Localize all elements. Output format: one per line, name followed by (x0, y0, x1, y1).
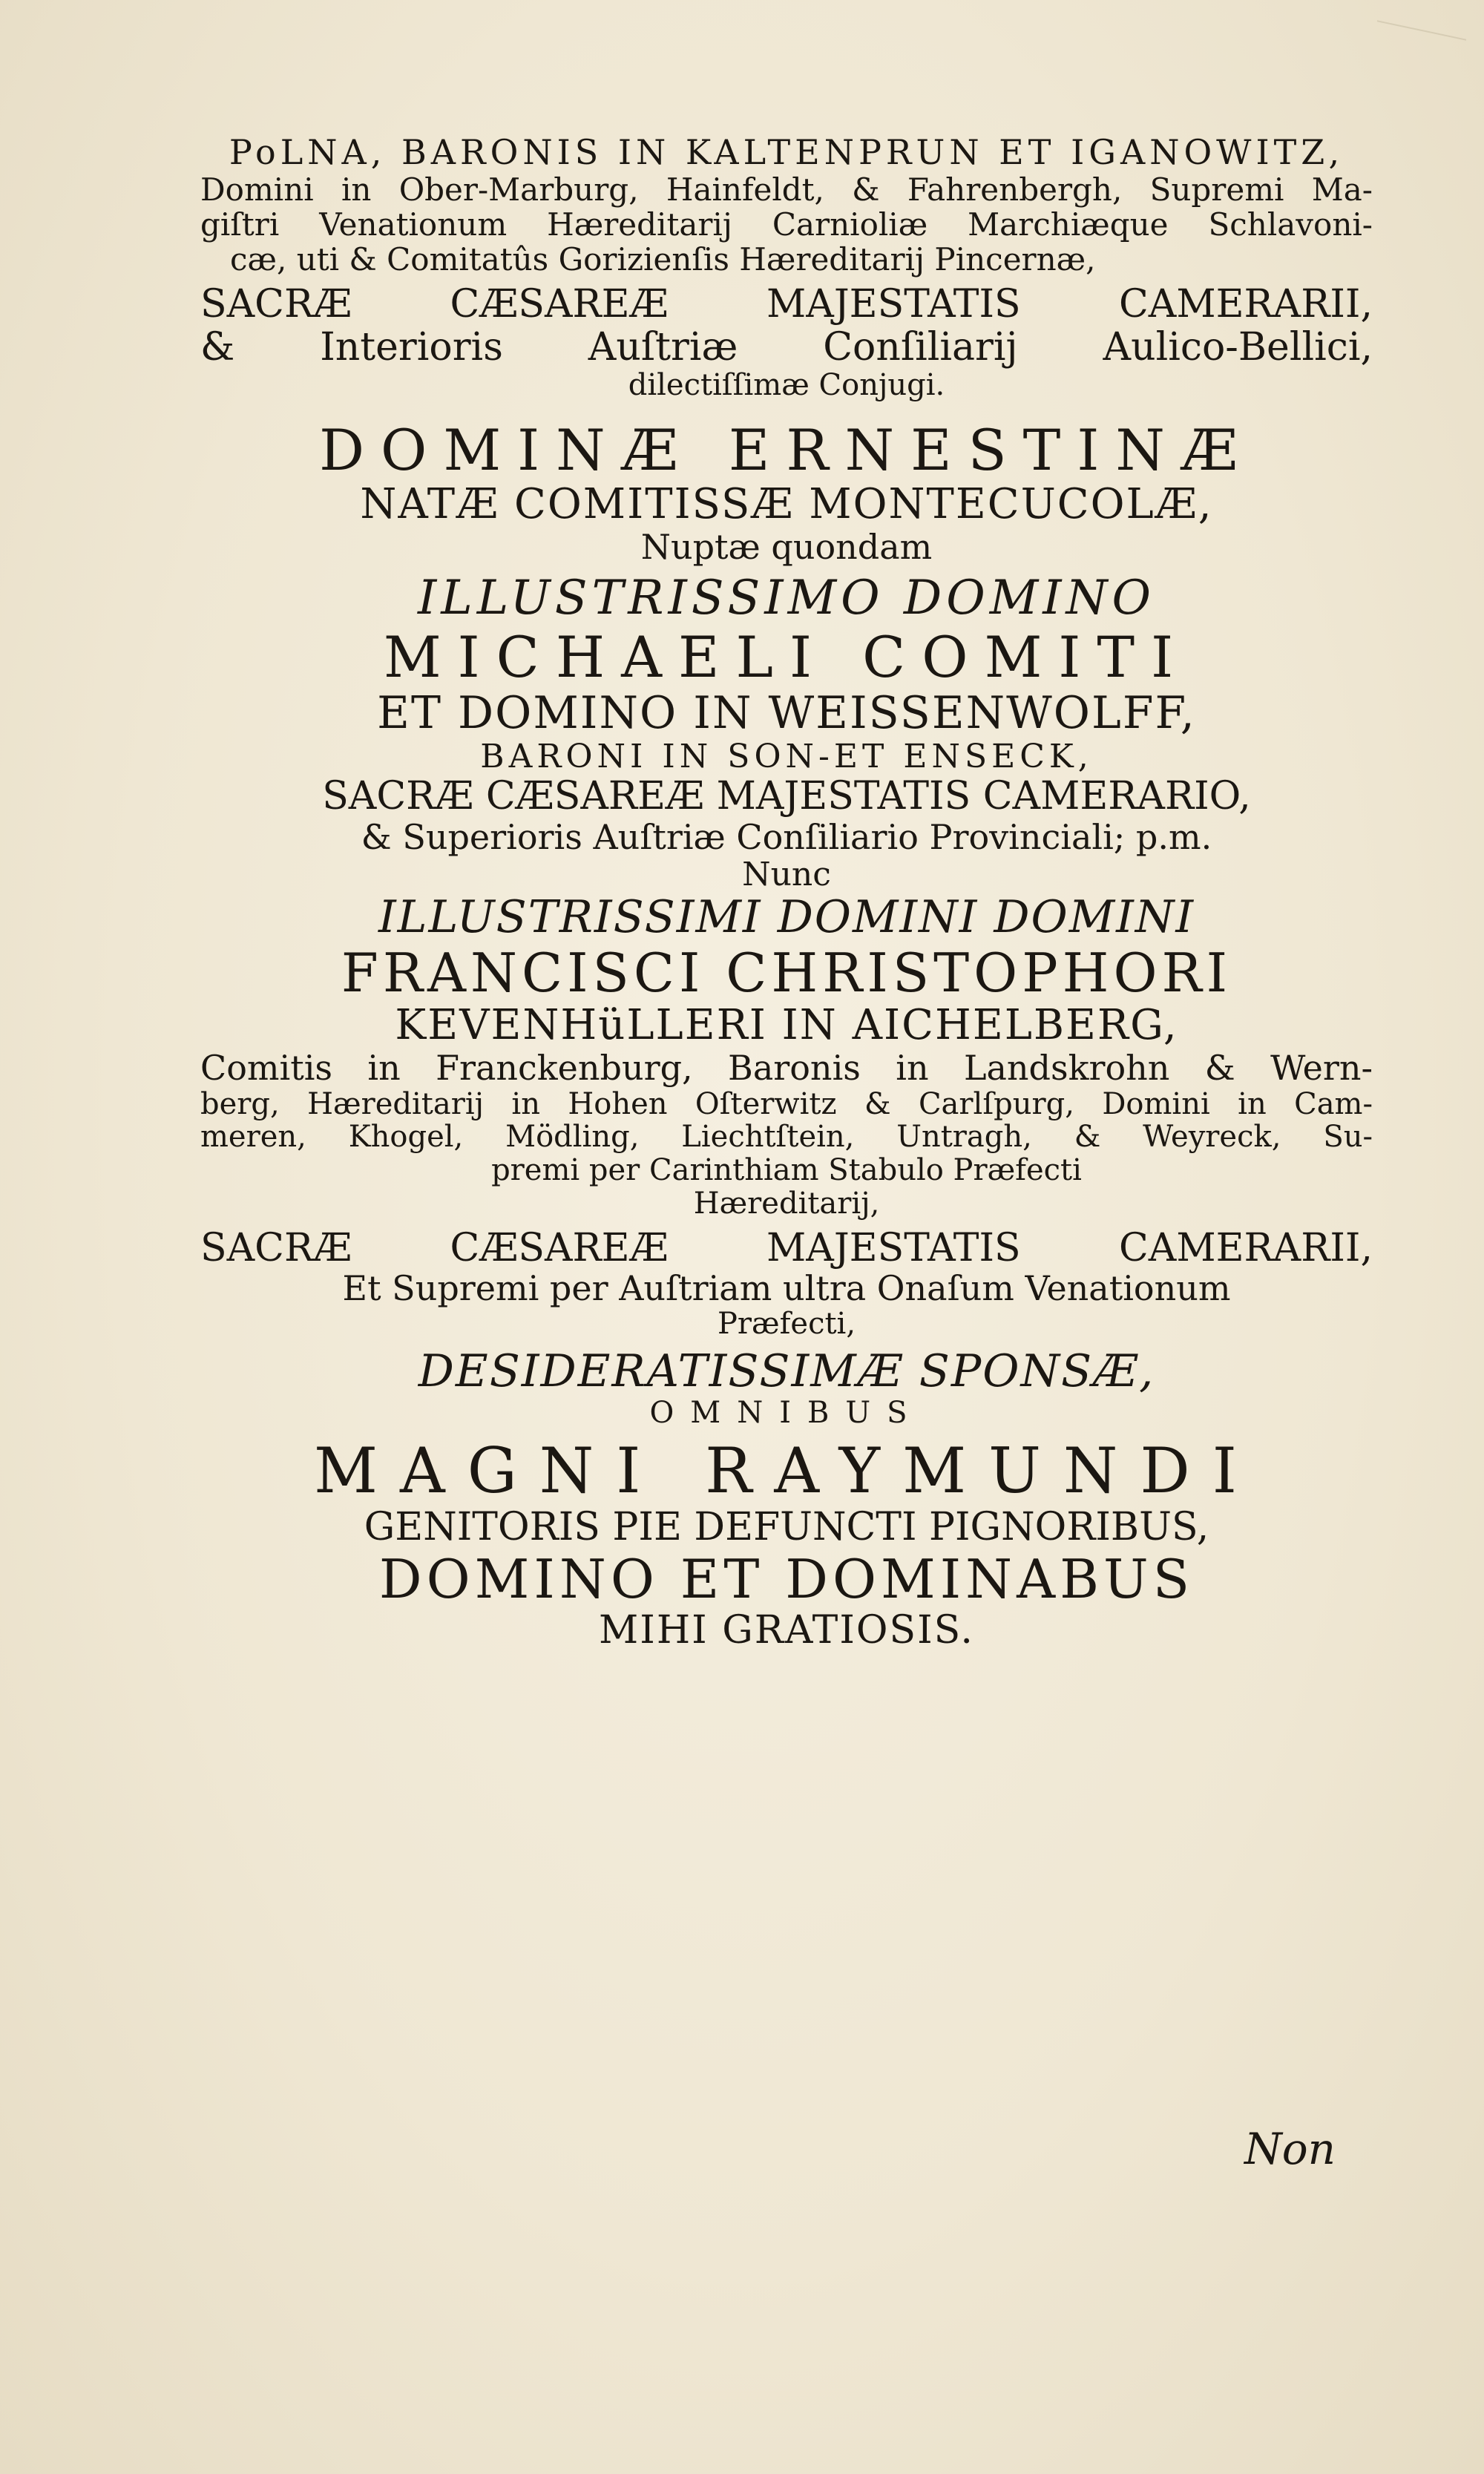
text-line: Et Supremi per Auſtriam ultra Onaſum Venationum (342, 1267, 1231, 1308)
text-line: PoLNA, BARONIS IN KALTENPRUN ET IGANOWITZ, (229, 132, 1345, 172)
text-line: OMNIBUS (649, 1396, 924, 1431)
text-line: ET DOMINO IN WEISSENWOLFF, (377, 687, 1196, 739)
text-line: SACRÆ CÆSAREÆ MAJESTATIS CAMERARII, (200, 281, 1373, 327)
text-line: Nunc (742, 856, 831, 894)
text-line: Comitis in Franckenburg, Baronis in Landskrohn & Wern- (200, 1048, 1373, 1088)
text-line: DOMINO ET DOMINABUS (378, 1547, 1195, 1610)
text-line: GENITORIS PIE DEFUNCTI PIGNORIBUS, (364, 1505, 1209, 1550)
text-line: SACRÆ CÆSAREÆ MAJESTATIS CAMERARII, (200, 1225, 1373, 1270)
text-line: giſtri Venationum Hæreditarij Carnioliæ Marchiæque Schlavoni- (200, 206, 1373, 243)
text-line: & Interioris Auſtriæ Conſiliarij Aulico-Bellici, (200, 324, 1373, 370)
dedication-text (200, 134, 1373, 1652)
text-line: berg, Hæreditarij in Hohen Oſterwitz & Carlſpurg, Domini in Cam- (200, 1086, 1373, 1121)
text-line: FRANCISCI CHRISTOPHORI (341, 941, 1232, 1004)
text-line: ILLUSTRISSIMO DOMINO (418, 571, 1155, 626)
text-line: MIHI GRATIOSIS. (599, 1608, 974, 1653)
text-line: BARONI IN SON-ET ENSECK, (480, 738, 1093, 776)
text-line: Domini in Ober-Marburg, Hainfeldt, & Fahrenbergh, Supremi Ma- (200, 171, 1373, 208)
text-line: MICHAELI COMITI (383, 623, 1190, 690)
text-line: ILLUSTRISSIMI DOMINI DOMINI (378, 891, 1195, 944)
catchword: Non (1244, 2124, 1336, 2174)
text-line: DOMINÆ ERNESTINÆ (319, 416, 1254, 483)
text-line: MAGNI RAYMUNDI (314, 1434, 1259, 1508)
text-line: cæ, uti & Comitatûs Gorizienſis Hæreditarij Pincernæ, (230, 240, 1096, 278)
text-line: Nuptæ quondam (640, 526, 933, 567)
text-line: Præfecti, (717, 1307, 856, 1342)
text-line: Hæreditarij, (693, 1186, 880, 1221)
text-line: premi per Carinthiam Stabulo Præfecti (491, 1153, 1082, 1188)
text-line: NATÆ COMITISSÆ MONTECUCOLÆ, (360, 479, 1213, 528)
text-line: meren, Khogel, Mödling, Liechtſtein, Untragh, & Weyreck, Su- (200, 1120, 1373, 1155)
text-line: dilectiſſimæ Conjugi. (628, 368, 945, 403)
text-line: DESIDERATISSIMÆ SPONSÆ, (418, 1345, 1155, 1398)
text-line: SACRÆ CÆSAREÆ MAJESTATIS CAMERARIO, (322, 774, 1251, 819)
page-corner-mark (1377, 0, 1466, 41)
text-line: KEVENHüLLERI IN AICHELBERG, (395, 1001, 1178, 1050)
text-line: & Superioris Auſtriæ Conſiliario Provinciali; p.m. (361, 816, 1212, 857)
